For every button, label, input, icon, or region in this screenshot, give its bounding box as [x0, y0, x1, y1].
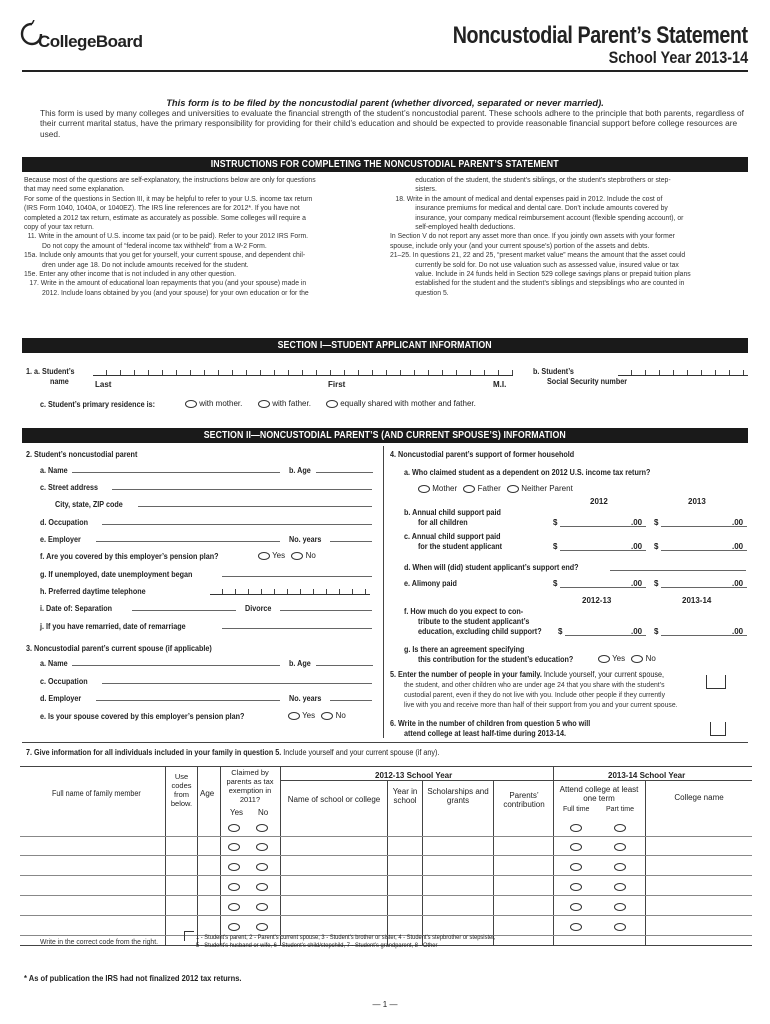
claim-father-radio[interactable] — [463, 485, 475, 493]
q4c-label: c. Annual child support paid — [404, 532, 501, 541]
claim-neither-radio[interactable] — [507, 485, 519, 493]
col-name-header: Full name of family member — [52, 789, 141, 798]
table-row[interactable] — [20, 836, 752, 837]
row-radio[interactable] — [614, 923, 626, 931]
section2-bar: SECTION II—NONCUSTODIAL PARENT’S (AND CURRENT SPOUSE’S) INFORMATION — [22, 428, 748, 443]
q1c-label: c. Student’s primary residence is: — [40, 400, 155, 409]
years-label: No. years — [289, 535, 322, 544]
codes-line1: 1 - Student’s parent, 2 - Parent’s current spouse, 3 - Student’s brother or sister, 4 - Student’s stepbrother or stepsister, — [196, 934, 496, 941]
table-row[interactable] — [20, 895, 752, 896]
ssn-label: Social Security number — [547, 377, 628, 386]
spouse-pension-no-radio[interactable] — [321, 712, 333, 720]
q4d-label: d. When will (did) student applicant’s support end? — [404, 563, 579, 572]
divorce-label: Divorce — [245, 604, 272, 613]
page-title: Noncustodial Parent’s Statement — [453, 22, 748, 49]
row-radio[interactable] — [256, 863, 268, 871]
row-radio[interactable] — [614, 863, 626, 871]
row-radio[interactable] — [570, 903, 582, 911]
q2g-label: g. If unemployed, date unemployment began — [40, 570, 193, 579]
row-radio[interactable] — [256, 824, 268, 832]
row-radio[interactable] — [256, 883, 268, 891]
row-radio[interactable] — [570, 863, 582, 871]
q3e-label: e. Is your spouse covered by this employer’s pension plan? — [40, 712, 245, 721]
row-radio[interactable] — [614, 843, 626, 851]
row-radio[interactable] — [228, 923, 240, 931]
section1-bar: SECTION I—STUDENT APPLICANT INFORMATION — [22, 338, 748, 353]
q4b-label: b. Annual child support paid — [404, 508, 501, 517]
pension-yes-radio[interactable] — [258, 552, 270, 560]
q6-label: 6. Write in the number of children from question 5 who will — [390, 719, 591, 728]
footnote: * As of publication the IRS had not finalized 2012 tax returns. — [24, 973, 242, 983]
instructions-left: Because most of the questions are self-explanatory, the instructions below are only for questions that may need some explanation. For some of the questions in Section III, it may be helpful to refer to your U.S. income tax return (IRS Form 1040, 1040A, or 1040EZ). The IRS line references are for 2012*. If you have not completed a 2012 tax return, estimate as accurately as possible. Some colleges will require a copy of your tax return. 11. Write in the amount of U.S. income tax paid (or to be paid). Refer to your 2012 IRS Form. Do not copy the amount of “federal income tax withheld” from a W-2 Form. 15a. Include only amounts that you get for yourself, your current spouse, and dependent chil- dren under age 18. Do not include amounts received for the student. 15e. Enter any other income that is not included in any other question. 17. Write in the amount of educational loan repayments that you (and your spouse) made in 2012. Include loans obtained by you (and your spouse) for your own education or for the — [24, 175, 316, 297]
row-radio[interactable] — [228, 824, 240, 832]
q2e-label: e. Employer — [40, 535, 81, 544]
codes-label: Write in the correct code from the right. — [40, 937, 159, 946]
table-row[interactable] — [20, 855, 752, 856]
q3b-label: b. Age — [289, 659, 311, 668]
intro-text: This form is used by many colleges and universities to evaluate the financial strength of the student’s noncustodial parent. These schools adhere to the principle that both parents, regardless of their current marital status, have the primary responsibility for providing for their child’s education and should be expected to provide reasonable financial support before college resources are used. — [40, 108, 744, 139]
claim-mother-radio[interactable] — [418, 485, 430, 493]
row-radio[interactable] — [570, 923, 582, 931]
last-label: Last — [95, 380, 112, 389]
row-radio[interactable] — [228, 903, 240, 911]
q4a-label: a. Who claimed student as a dependent on 2012 U.S. income tax return? — [404, 468, 651, 477]
q1a-name-label: name — [50, 377, 69, 386]
q5-label: 5. Enter the number of people in your family. Include yourself, your current spouse, — [390, 670, 664, 679]
q4-label: 4. Noncustodial parent’s support of former household — [390, 450, 575, 459]
col-claim-header: Claimed by parents as tax exemption in 2011? — [226, 768, 274, 804]
mi-label: M.I. — [493, 380, 507, 389]
arrow-icon — [184, 931, 194, 941]
row-radio[interactable] — [614, 824, 626, 832]
year-2012-13-label: 2012-13 — [582, 596, 612, 605]
row-radio[interactable] — [570, 883, 582, 891]
agreement-yes-radio[interactable] — [598, 655, 610, 663]
q3-label: 3. Noncustodial parent’s current spouse (if applicable) — [26, 644, 212, 653]
q2c-label: c. Street address — [40, 483, 99, 492]
table-row[interactable] — [20, 915, 752, 916]
q3a-label: a. Name — [40, 659, 68, 668]
q1b-label: b. Student’s — [533, 367, 574, 376]
col-use-header: Use codes from below. — [170, 772, 193, 808]
page-subtitle: School Year 2013-14 — [608, 48, 748, 67]
table-row[interactable] — [20, 875, 752, 876]
col-scholarships-header: Scholarships and grants — [427, 787, 489, 805]
instructions-bar: INSTRUCTIONS FOR COMPLETING THE NONCUSTODIAL PARENT’S STATEMENT — [22, 157, 748, 172]
col-year-header: Year in school — [392, 787, 418, 805]
col-college-header: College name — [674, 793, 724, 802]
row-radio[interactable] — [228, 883, 240, 891]
header-2012-13: 2012-13 School Year — [375, 771, 453, 780]
q3d-label: d. Employer — [40, 694, 82, 703]
q1a-label: 1. a. Student’s — [26, 367, 75, 376]
row-radio[interactable] — [570, 843, 582, 851]
q2f-label: f. Are you covered by this employer’s pension plan? — [40, 552, 219, 561]
pension-no-radio[interactable] — [291, 552, 303, 560]
q2-label: 2. Student’s noncustodial parent — [26, 450, 138, 459]
q2h-label: h. Preferred daytime telephone — [40, 587, 146, 596]
codes-line2: 5 - Student’s husband or wife, 6 - Student’s child/stepchild, 7 - Student’s grandparent, 8 - Other — [196, 942, 438, 949]
spouse-pension-yes-radio[interactable] — [288, 712, 300, 720]
student-name-field[interactable] — [93, 362, 513, 376]
q3c-label: c. Occupation — [40, 677, 88, 686]
row-radio[interactable] — [256, 903, 268, 911]
intro-title: This form is to be filed by the noncustodial parent (whether divorced, separated or never married). — [166, 97, 604, 108]
row-radio[interactable] — [228, 863, 240, 871]
shared-radio[interactable] — [326, 400, 338, 408]
year-2013-14-label: 2013-14 — [682, 596, 712, 605]
city-label: City, state, ZIP code — [55, 500, 123, 509]
col-attend-header: Attend college at least one term — [559, 785, 639, 803]
year-2012-label: 2012 — [590, 497, 608, 506]
row-radio[interactable] — [614, 903, 626, 911]
row-radio[interactable] — [614, 883, 626, 891]
q4g-label: g. Is there an agreement specifying — [404, 645, 525, 654]
college-count-field[interactable] — [710, 722, 726, 736]
q4f-label: f. How much do you expect to con- — [404, 607, 524, 616]
q2i-label: i. Date of: Separation — [40, 604, 113, 613]
header-2013-14: 2013-14 School Year — [608, 771, 686, 780]
mother-option: with mother. — [199, 399, 243, 408]
logo-text: CollegeBoard — [38, 32, 143, 51]
q2j-label: j. If you have remarried, date of remarriage — [40, 622, 186, 631]
year-2013-label: 2013 — [688, 497, 706, 506]
col-contribution-header: Parents’ contribution — [503, 791, 545, 809]
ssn-field[interactable] — [618, 362, 748, 376]
shared-option: equally shared with mother and father. — [340, 399, 476, 408]
family-size-field[interactable] — [706, 675, 726, 689]
q2b-label: b. Age — [289, 466, 311, 475]
instructions-right: education of the student, the student’s siblings, or the student’s stepbrothers or step- sisters. 18. Write in the amount of medical and dental expenses paid in 2012. Include the cost of insurance premiums for medical and dental care. Don’t include amounts covered by insurance, your company medical reimbursement account (flexible spending account), or self-employed health deductions. In Section V do not report any asset more than once. If you jointly own assets with your former spouse, include only your (and your current spouse’s) portion of the assets and debts. 21–25. In questions 21, 22 and 25, “present market value” means the amount that the asset could currently be sold for. Do not use valuation such as assessed value, insured value or tax value. Include in 24 funds held in Section 529 college savings plans or prepaid tuition plans established for the student and the student’s siblings and stepsiblings who are counted in question 5. — [390, 175, 691, 297]
agreement-no-radio[interactable] — [631, 655, 643, 663]
page-number: — 1 — — [372, 1000, 398, 1009]
spouse-years-label: No. years — [289, 694, 322, 703]
mother-radio[interactable] — [185, 400, 197, 408]
q4e-label: e. Alimony paid — [404, 579, 457, 588]
row-radio[interactable] — [570, 824, 582, 832]
father-radio[interactable] — [258, 400, 270, 408]
q2d-label: d. Occupation — [40, 518, 89, 527]
row-radio[interactable] — [256, 843, 268, 851]
col-school-header: Name of school or college — [287, 795, 381, 804]
col-age-header: Age — [200, 789, 215, 798]
phone-field[interactable] — [210, 583, 370, 595]
father-option: with father. — [272, 399, 311, 408]
first-label: First — [328, 380, 346, 389]
q2a-label: a. Name — [40, 466, 68, 475]
row-radio[interactable] — [256, 923, 268, 931]
row-radio[interactable] — [228, 843, 240, 851]
q7-label: 7. Give information for all individuals included in your family in question 5. Include yourself and your current spouse (if any). — [26, 748, 440, 757]
